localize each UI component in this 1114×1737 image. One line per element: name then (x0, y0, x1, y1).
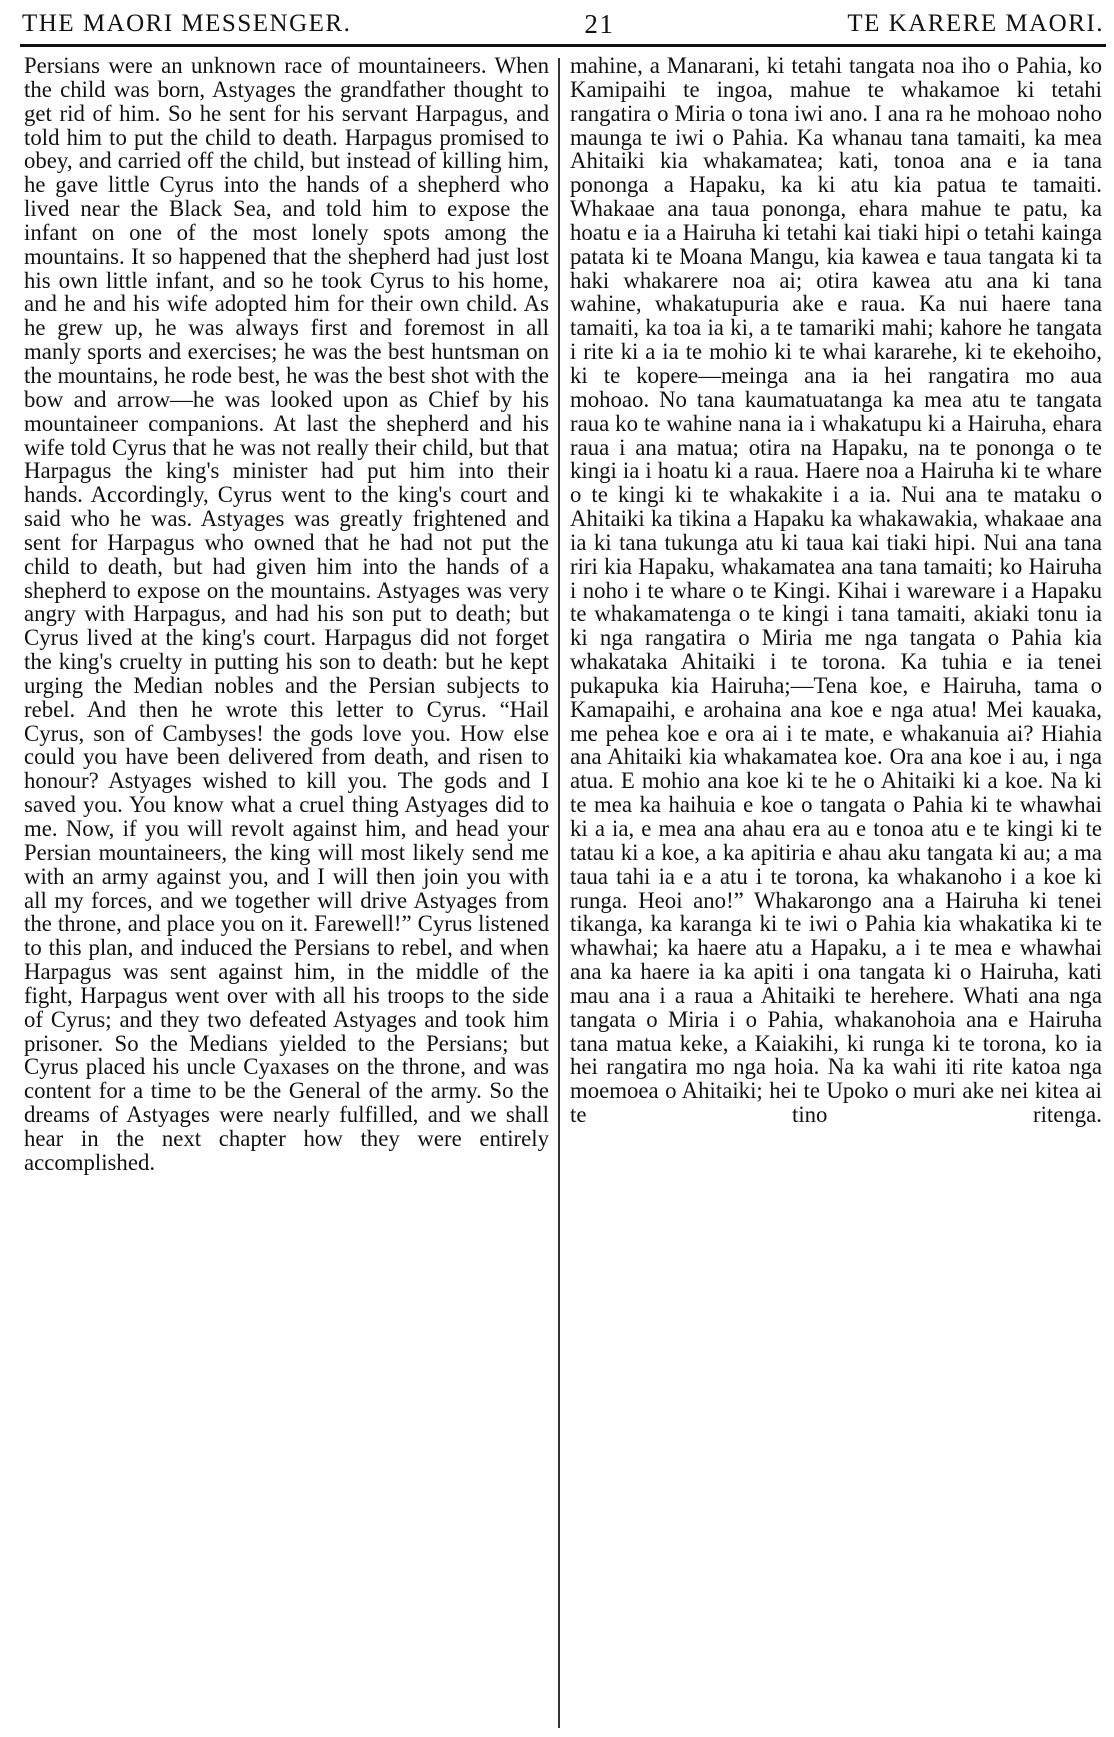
maori-column (570, 54, 1102, 1151)
masthead-maori: TE KARERE MAORI. (847, 10, 1104, 37)
masthead-english: THE MAORI MESSENGER. (22, 10, 352, 37)
maori-article-text: mahine, a Manarani, ki tetahi tangata noa iho o Pahia, ko Kamipaihi te ingoa, mahue te whakamoe ki tetahi rangatira o Miria o tona iwi ano. I ana ra he mohoao noho maunga te iwi o Pahia. Ka whanau tana tamaiti, ka mea Ahitaiki kia whakamatea; kati, tonoa ana e ia tana pononga a Hapaku, ka ki atu kia patua te tamaiti. Whakaae ana taua pononga, ehara mahue te patu, ka hoatu e ia a Hairuha ki tetahi kai tiaki hipi o tetahi kainga patata ki te Moana Mangu, kia kawea e taua tangata ki ta haki whakarere noa ai; otira kawea atu ana ki tana wahine, whakatupuria ake e raua. Ka nui haere tana tamaiti, ka toa ia ki, a te tamariki mahi; kahore he tangata i rite ki a ia te mohio ki te whai kararehe, ki te ekehoiho, ki te kopere—meinga ana ia hei rangatira mo aua mohoao. No tana kaumatuatanga ka mea atu te tangata raua ko te wahine nana ia i whakatupu ki a Hairuha, ehara raua i ana matua; otira na Hapaku, na te pononga o te kingi ia i hoatu ki a raua. Haere noa a Hairuha ki te whare o te kingi ki te whakakite i a ia. Nui ana te mataku o Ahitaiki ka tikina a Hapaku ka whakawakia, whakaae ana ia ki tana tukunga atu ki taua kai tiaki hipi. Nui ana tana riri kia Hapaku, whakamatea ana tana tamaiti; ko Hairuha i noho i te whare o te Kingi. Kihai i wareware i a Hapaku te whakamatenga o te kingi i tana tamaiti, akiaki tonu ia ki nga rangatira o Miria me nga tangata o Pahia kia whakataka Ahitaiki i te torona. Ka tuhia e ia tenei pukapuka kia Hairuha;—Tena koe, e Hairuha, tama o Kamapaihi, e arohaina ana koe e nga atua! Mei kauaka, me pehea koe e ora ai i te mate, e whakanuia ai? Hiahia ana Ahitaiki kia whakamatea koe. Ora ana koe i au, i nga atua. E mohio ana koe ki te he o Ahitaiki ki a koe. Na ki te mea ka haihuia e koe o tangata o Pahia ki te whawhai ki a ia, e mea ana ahau era au e tonoa atu e te kingi ki te tatau ki a koe, a ka apitiria e ahau aku tangata ki au; a ma taua tahi ia e a atu i te torona, ka whakanoho i a koe ki runga. Heoi ano!” Whakarongo ana a Hairuha ki tenei tikanga, ka karanga ki te iwi o Pahia kia whakatika ki te whawhai; ka haere atu a Hapaku, a i te mea e whawhai ana ka haere ia ka apiti i ona tangata ki o Hairuha, kati mau ana i a raua a Ahitaiki te herehere. Whati ana nga tangata o Miria i o Pahia, whakanohoia ana e Hairuha tana matua keke, a Kaiakihi, ki runga ki te torona, ko ia hei rangatira mo nga hoia. Na ka wahi iti rite katoa nga moemoea o Ahitaiki; hei te Upoko o muri ake nei kitea ai te tino ritenga. (570, 53, 1102, 1128)
header-rule (20, 44, 1106, 47)
page-number: 21 (584, 8, 615, 39)
english-article-text: Persians were an unknown race of mountaineers. When the child was born, Astyages the grandfather thought to get rid of him. So he sent for his servant Harpagus, and told him to put the child to death. Harpagus promised to obey, and carried off the child, but instead of killing him, he gave little Cyrus into the hands of a shepherd who lived near the Black Sea, and told him to expose the infant on one of the most lonely spots among the mountains. It so happened that the shepherd had just lost his own little infant, and so he took Cyrus to his home, and he and his wife adopted him for their own child. As he grew up, he was always first and foremost in all manly sports and exercises; he was the best huntsman on the mountains, he rode best, he was the best shot with the bow and arrow—he was looked upon as Chief by his mountaineer companions. At last the shepherd and his wife told Cyrus that he was not really their child, but that Harpagus the king's minister had put him into their hands. Accordingly, Cyrus went to the king's court and said who he was. Astyages was greatly frightened and sent for Harpagus who owned that he had not put the child to death, but had given him into the hands of a shepherd to expose on the mountains. Astyages was very angry with Harpagus, and had his son put to death; but Cyrus lived at the king's court. Harpagus did not forget the king's cruelty in putting his son to death: but he kept urging the Median nobles and the Persian subjects to rebel. And then he wrote this letter to Cyrus. “Hail Cyrus, son of Cambyses! the gods love you. How else could you have been delivered from death, and risen to honour? Astyages wished to kill you. The gods and I saved you. You know what a cruel thing Astyages did to me. Now, if you will revolt against him, and head your Persian mountaineers, the king will most likely send me with an army against you, and I will then join you with all my forces, and we together will drive Astyages from the throne, and place you on it. Farewell!” Cyrus listened to this plan, and induced the Persians to rebel, and when Harpagus was sent against him, in the middle of the fight, Harpagus went over with all his troops to the side of Cyrus; and they two defeated Astyages and took him prisoner. So the Medians yielded to the Persians; but Cyrus placed his uncle Cyaxases on the throne, and was content for a time to be the General of the army. So the dreams of Astyages were nearly fulfilled, and we shall hear in the next chapter how they were entirely accomplished. (24, 53, 549, 1175)
page-header (22, 6, 1104, 42)
english-column (24, 54, 549, 1199)
column-divider (558, 58, 560, 1728)
